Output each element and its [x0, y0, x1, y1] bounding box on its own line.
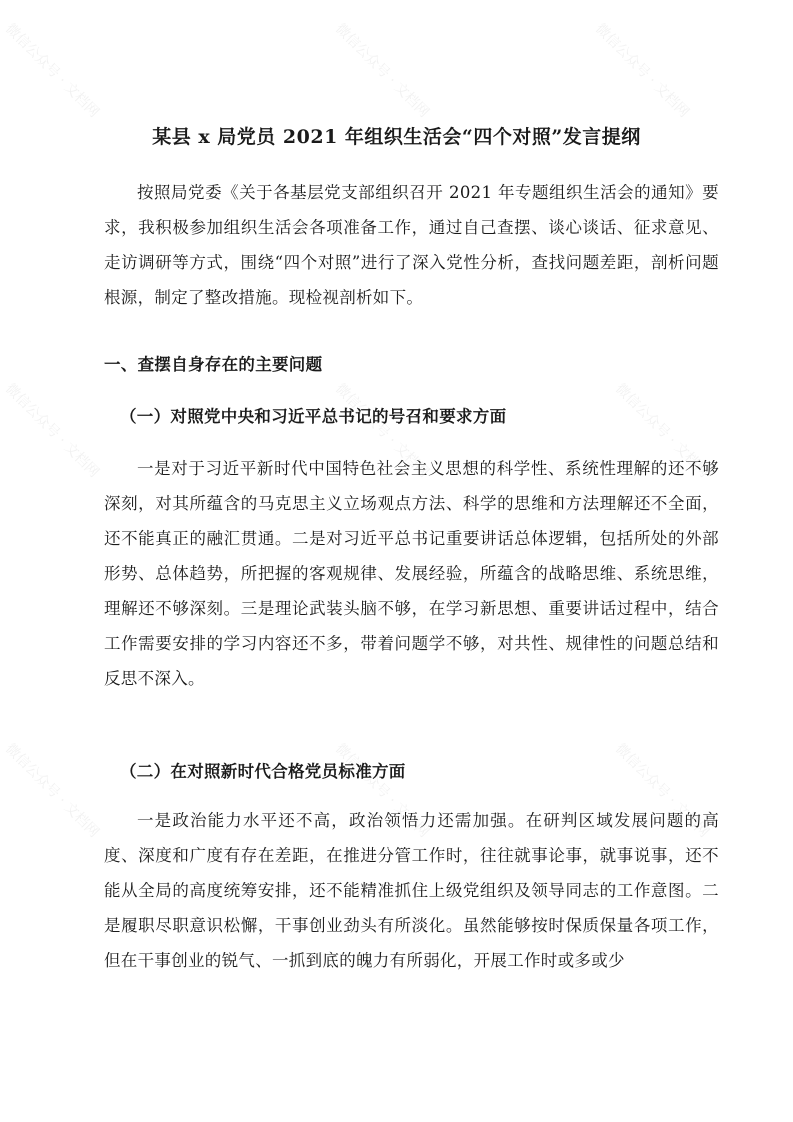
subsection-paragraph: 一是政治能力水平还不高，政治领悟力还需加强。在研判区域发展问题的高度、深度和广度有存在差距，在推进分管工作时，往往就事论事，就事说事，还不能从全局的高度统筹安排，还不能精准抓住上级党组织及领导同志的工作意图。二是履职尽职意识松懈，干事创业劲头有所淡化。虽然能够按时保质保量各项工作，但在干事创业的锐气、一抓到底的魄力有所弱化，开展工作时或多或少 [104, 811, 719, 970]
section-heading: 一、查摆自身存在的主要问题 [104, 355, 323, 374]
watermark: 微信公众号 · 文档网 [1, 380, 102, 481]
watermark: 微信公众号 · 文档网 [591, 20, 692, 121]
watermark: 微信公众号 · 文档网 [611, 380, 712, 481]
watermark: 微信公众号 · 文档网 [1, 20, 102, 121]
subsection-paragraph: 一是对于习近平新时代中国特色社会主义思想的科学性、系统性理解的还不够深刻，对其所蕴含的马克思主义立场观点方法、科学的思维和方法理解还不全面，还不能真正的融汇贯通。二是对习近平总书记重要讲话总体逻辑，包括所处的外部形势、总体趋势，所把握的客观规律、发展经验，所蕴含的战略思维、系统思维，理解还不够深刻。三是理论武装头脑不够，在学习新思想、重要讲话过程中，结合工作需要安排的学习内容还不多，带着问题学不够，对共性、规律性的问题总结和反思不深入。 [104, 459, 719, 688]
watermark: 微信公众号 · 文档网 [611, 740, 712, 841]
watermark: 微信公众号 · 文档网 [331, 20, 432, 121]
watermark: 微信公众号 · 文档网 [331, 380, 432, 481]
intro-paragraph: 按照局党委《关于各基层党支部组织召开 2021 年专题组织生活会的通知》要求，我积极参加组织生活会各项准备工作，通过自己查摆、谈心谈话、征求意见、走访调研等方式，围绕“四个对照”进行了深入党性分析，查找问题差距，剖析问题根源，制定了整改措施。现检视剖析如下。 [104, 183, 719, 307]
document-title: 某县 x 局党员 2021 年组织生活会“四个对照”发言提纲 [152, 126, 641, 148]
subsection-heading: （二）在对照新时代合格党员标准方面 [120, 762, 406, 781]
subsection-heading: （一）对照党中央和习近平总书记的号召和要求方面 [120, 407, 507, 426]
watermark: 微信公众号 · 文档网 [331, 740, 432, 841]
watermark: 微信公众号 · 文档网 [1, 740, 102, 841]
